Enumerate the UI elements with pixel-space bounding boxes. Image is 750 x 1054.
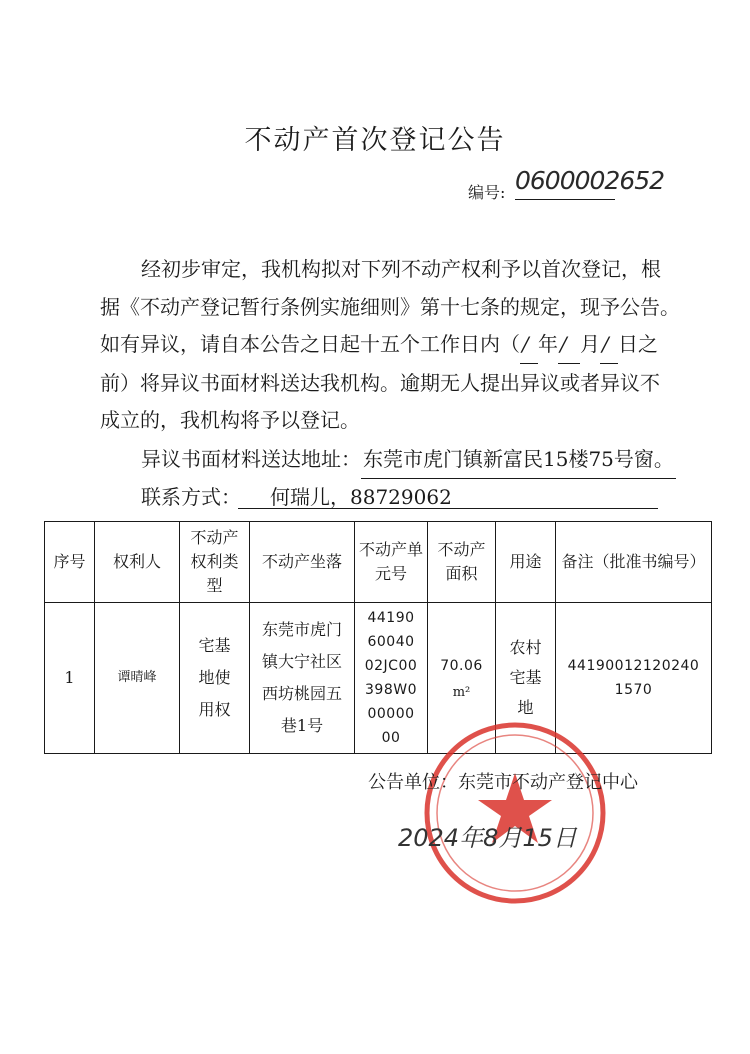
footer-org-name: 东莞市不动产登记中心: [458, 772, 638, 793]
header-index: 序号: [45, 522, 95, 603]
cell-location: 东莞市虎门镇大宁社区西坊桃园五巷1号: [250, 603, 355, 754]
cell-note: 441900121202401570: [556, 603, 712, 754]
body-line-2: 据《不动产登记暂行条例实施细则》第十七条的规定，现予公告。: [100, 295, 680, 319]
serial-underline: [515, 199, 615, 200]
header-unit-no: 不动产单元号: [355, 522, 428, 603]
header-usage: 用途: [496, 522, 556, 603]
footer-date: 2024年8月15日: [398, 824, 577, 852]
footer-org: [368, 768, 638, 794]
address-label: 异议书面材料送达地址：: [141, 447, 361, 471]
table-header-row: [45, 522, 712, 603]
property-table: [44, 521, 712, 754]
address-value: 东莞市虎门镇新富民15楼75号窗。: [361, 440, 676, 479]
cell-index: 1: [45, 603, 95, 754]
serial-label: 编号:: [468, 183, 506, 202]
cell-unit-no: 441906004002JC00398W00000000: [355, 603, 428, 754]
header-area: 不动产面积: [428, 522, 496, 603]
serial-number-handwritten: 0600002652: [515, 166, 665, 195]
table-row: [45, 603, 712, 754]
body-line-4: 前）将异议书面材料送达我机构。逾期无人提出异议或者异议不: [100, 371, 660, 395]
cell-usage: 农村宅基地: [496, 603, 556, 754]
cell-right-type: 宅基地使用权: [180, 603, 250, 754]
area-unit: m²: [452, 685, 471, 700]
body-line-3: 如有异议，请自本公告之日起十五个工作日内（ / 年 / 月 / 日之: [100, 325, 658, 364]
header-location: 不动产坐落: [250, 522, 355, 603]
header-holder: 权利人: [95, 522, 180, 603]
header-right-type: 不动产权利类型: [180, 522, 250, 603]
contact-value: 何瑞儿，88729062: [270, 485, 452, 509]
body-line-1: 经初步审定，我机构拟对下列不动产权利予以首次登记，根: [141, 257, 661, 281]
contact-label: 联系方式：: [141, 485, 241, 509]
page-title: 不动产首次登记公告: [244, 125, 506, 156]
header-note: 备注（批准书编号）: [556, 522, 712, 603]
address-line: [141, 440, 676, 479]
area-value: 70.06: [440, 658, 483, 674]
official-seal: [420, 718, 610, 908]
footer-org-label: 公告单位：: [368, 772, 458, 793]
body-line-5: 成立的，我机构将予以登记。: [100, 408, 360, 432]
contact-underline: [238, 508, 658, 509]
cell-holder: 谭晴峰: [95, 603, 180, 754]
